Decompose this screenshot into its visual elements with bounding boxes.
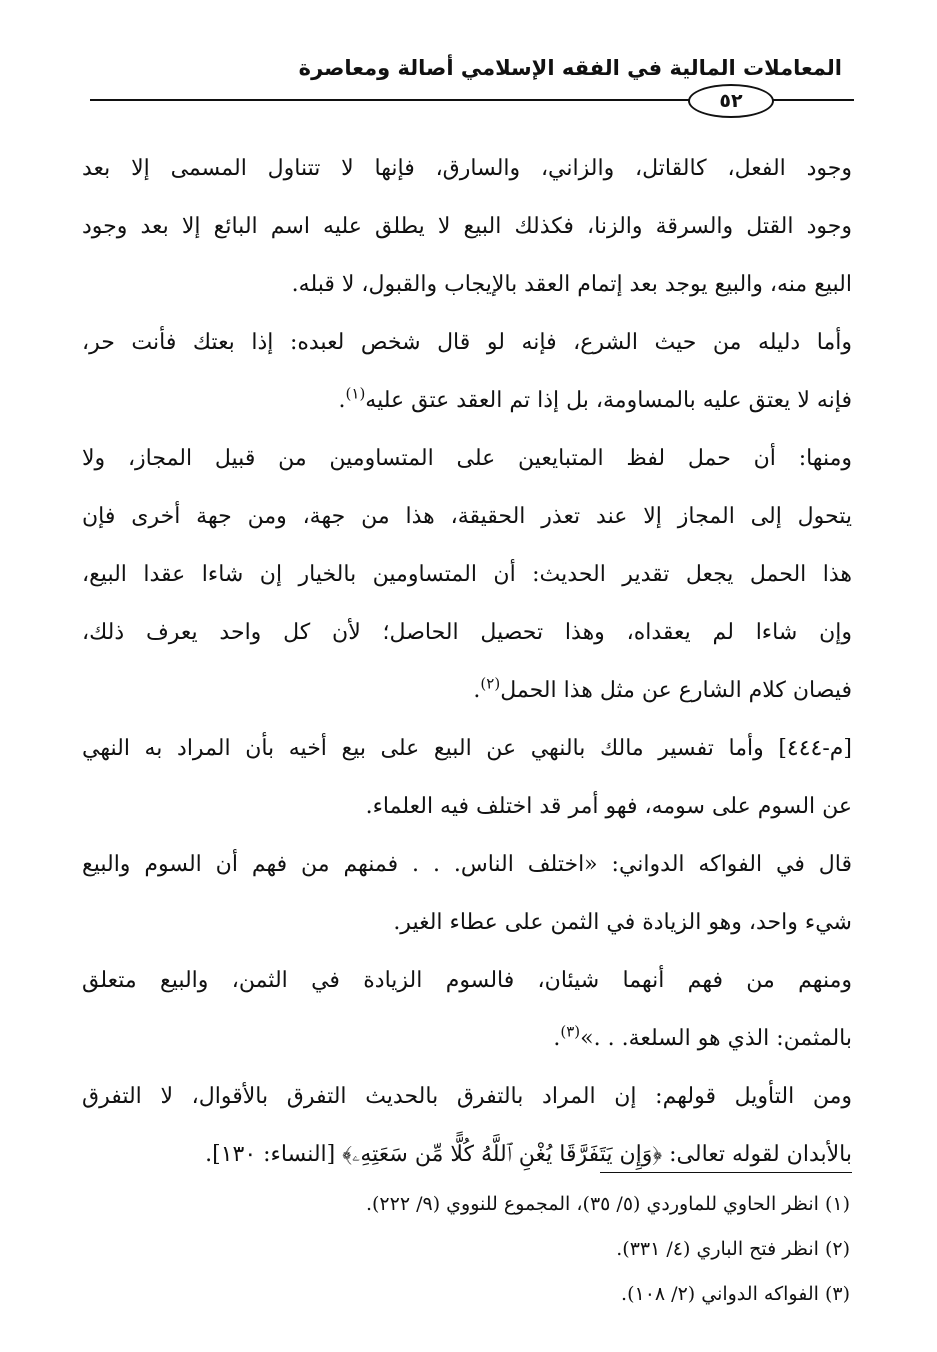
- paragraph-1: [82, 140, 852, 314]
- footnote-rule: [600, 1172, 852, 1173]
- paragraph-2: [82, 314, 852, 430]
- footnote-1: (١) انظر الحاوي للماوردي (٥/ ٣٥)، المجموع للنووي (٩/ ٢٢٢).: [365, 1193, 850, 1215]
- text-line: [82, 372, 852, 430]
- text-line: ومنها: أن حمل لفظ المتبايعين على المتساومين من قبيل المجاز، ولا: [82, 446, 852, 471]
- page-number: ٥٢: [688, 84, 774, 118]
- footnote-marker-2: (٢): [480, 674, 501, 693]
- text-line: هذا الحمل يجعل تقدير الحديث: أن المتساومين بالخيار إن شاءا عقدا البيع،: [82, 562, 852, 587]
- text-line: البيع منه، والبيع يوجد بعد إتمام العقد بالإيجاب والقبول، لا قبله.: [291, 272, 852, 297]
- paragraph-3: [82, 430, 852, 720]
- line-text: فإنه لا يعتق عليه بالمساومة، بل إذا تم العقد عتق عليه: [365, 388, 852, 413]
- text-line: ومن التأويل قولهم: إن المراد بالتفرق بالحديث التفرق بالأقوال، لا التفرق: [82, 1084, 852, 1109]
- text-line: شيء واحد، وهو الزيادة في الثمن على عطاء الغير.: [393, 910, 852, 935]
- text-line: وأما دليله من حيث الشرع، فإنه لو قال شخص لعبده: إذا بعتك فأنت حر،: [82, 330, 852, 355]
- text-line: [82, 662, 852, 720]
- text-line: وجود الفعل، كالقاتل، والزاني، والسارق، فإنها لا تتناول المسمى إلا بعد: [82, 156, 852, 181]
- running-title: المعاملات المالية في الفقه الإسلامي أصالة ومعاصرة: [298, 56, 842, 80]
- footnotes: [82, 1182, 850, 1317]
- footnote-marker-3: (٣): [560, 1022, 581, 1041]
- paragraph-5: [82, 836, 852, 952]
- text-line: وجود القتل والسرقة والزنا، فكذلك البيع لا يطلق عليه اسم البائع إلا بعد وجود: [82, 214, 852, 239]
- line-tail: .: [473, 678, 481, 703]
- line-text: بالمثمن: الذي هو السلعة. . .»: [580, 1026, 852, 1051]
- text-line: قال في الفواكه الدواني: «اختلف الناس. . . فمنهم من فهم أن السوم والبيع: [82, 852, 852, 877]
- line-text: فيصان كلام الشارع عن مثل هذا الحمل: [500, 678, 852, 703]
- text-line: يتحول إلى المجاز إلا عند تعذر الحقيقة، هذا من جهة، ومن جهة أخرى فإن: [82, 504, 852, 529]
- footnote-3: (٣) الفواكه الدواني (٢/ ١٠٨).: [621, 1283, 850, 1305]
- text-line: وإن شاءا لم يعقداه، وهذا تحصيل الحاصل؛ لأن كل واحد يعرف ذلك،: [82, 620, 852, 645]
- footnote-marker-1: (١): [345, 384, 366, 403]
- text-line: عن السوم على سومه، فهو أمر قد اختلف فيه العلماء.: [365, 794, 852, 819]
- body-text: [82, 140, 852, 1184]
- text-line: [82, 1010, 852, 1068]
- paragraph-7: [82, 1068, 852, 1184]
- text-line: بالأبدان لقوله تعالى: ﴿وَإِن يَتَفَرَّقَا يُغْنِ ٱللَّهُ كُلًّا مِّن سَعَتِهِۦ﴾ [النساء: ١٣٠].: [205, 1142, 852, 1167]
- text-line: [م-٤٤٤] وأما تفسير مالك بالنهي عن البيع على بيع أخيه بأن المراد به النهي: [82, 736, 852, 761]
- text-line: ومنهم من فهم أنهما شيئان، فالسوم الزيادة في الثمن، والبيع متعلق: [82, 968, 852, 993]
- line-tail: .: [553, 1026, 561, 1051]
- paragraph-6: [82, 952, 852, 1068]
- paragraph-4: [82, 720, 852, 836]
- line-tail: .: [338, 388, 346, 413]
- footnote-2: (٢) انظر فتح الباري (٤/ ٣٣١).: [616, 1238, 850, 1260]
